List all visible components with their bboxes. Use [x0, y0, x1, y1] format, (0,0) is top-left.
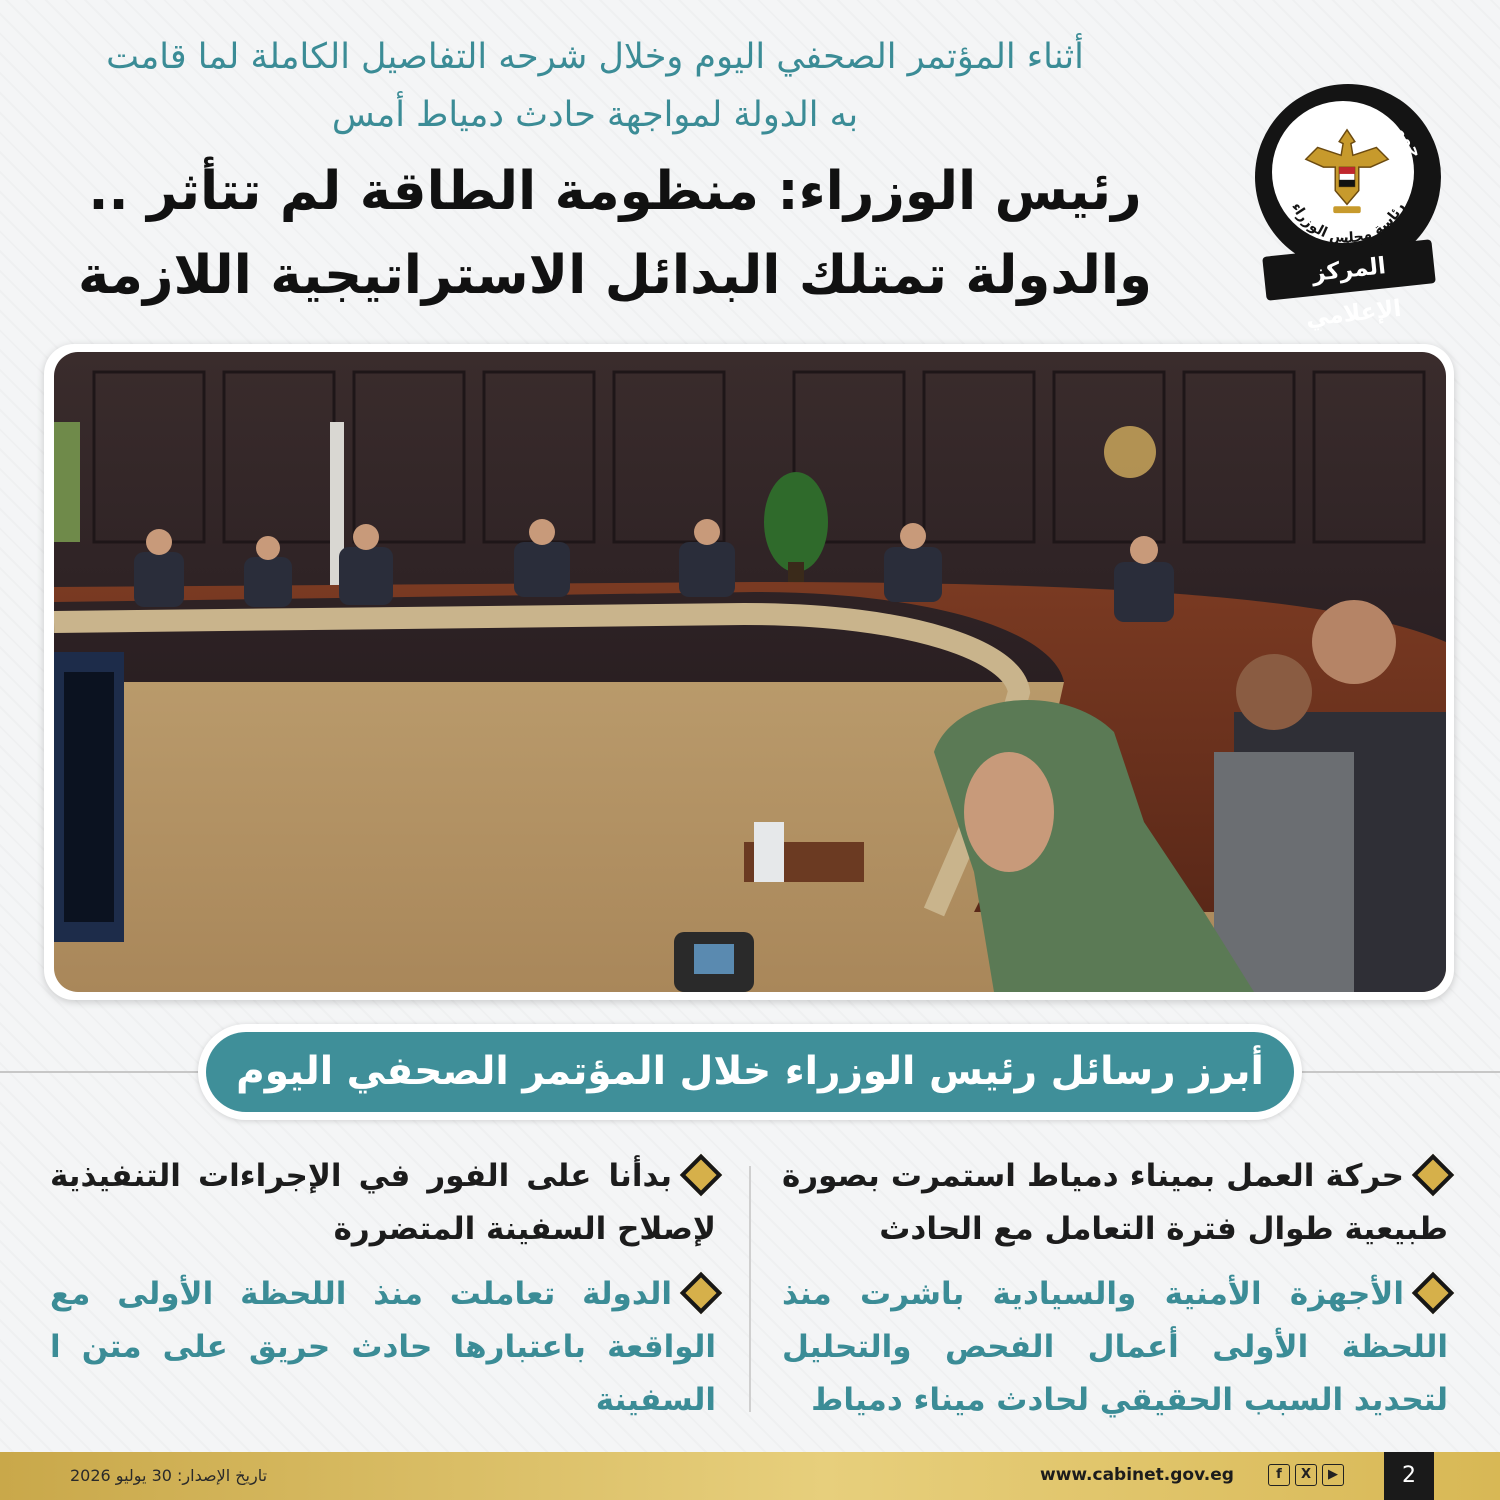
bullet-text: الأجهزة الأمنية والسيادية باشرت منذ اللحظة الأولى أعمال الفحص والتحليل لتحديد السبب الحقيقي لحادث ميناء دمياط — [782, 1276, 1448, 1418]
logo-ribbon: المركز الإعلامي — [1262, 239, 1436, 301]
bullet-text: بدأنا على الفور في الإجراءات التنفيذية لإصلاح السفينة المتضررة — [50, 1158, 716, 1247]
media-center-logo — [1250, 84, 1450, 332]
header-subtitle: أثناء المؤتمر الصحفي اليوم وخلال شرحه التفاصيل الكاملة لما قامت به الدولة لمواجهة حادث دمياط أمس — [106, 37, 1084, 135]
facebook-icon[interactable]: f — [1268, 1464, 1290, 1486]
headline-line-2: والدولة تمتلك البدائل الاستراتيجية اللازمة — [78, 245, 1152, 306]
meeting-room-illustration — [54, 352, 1446, 992]
bullet-text: الدولة تعاملت منذ اللحظة الأولى مع الواقعة باعتبارها حادث حريق على متن ا السفينة — [50, 1276, 716, 1418]
column-divider — [749, 1166, 751, 1412]
section-banner: أبرز رسائل رئيس الوزراء خلال المؤتمر الصحفي اليوم — [206, 1032, 1294, 1112]
headline-line-1: رئيس الوزراء: منظومة الطاقة لم تتأثر .. — [88, 161, 1142, 222]
bullet-item — [782, 1268, 1448, 1427]
svg-text:جمهورية مصر العربية: جمهورية مصر العربية — [1269, 98, 1427, 161]
meeting-photo — [54, 352, 1446, 992]
page-headline — [55, 150, 1175, 318]
youtube-icon[interactable]: ▶ — [1322, 1464, 1344, 1486]
svg-text:رئاسة مجلس الوزراء: رئاسة مجلس الوزراء — [1287, 200, 1409, 247]
eagle-emblem-icon — [1298, 122, 1396, 220]
bullet-item — [50, 1150, 716, 1256]
website-link[interactable]: www.cabinet.gov.eg — [1040, 1465, 1234, 1485]
page-number: 2 — [1384, 1452, 1434, 1500]
bullet-item — [782, 1150, 1448, 1256]
release-date: تاريخ الإصدار: 30 يوليو 2026 — [70, 1466, 268, 1485]
diamond-bullet-icon — [1412, 1271, 1454, 1313]
bullet-item — [50, 1268, 716, 1427]
diamond-bullet-icon — [1412, 1153, 1454, 1195]
bullet-text: حركة العمل بميناء دمياط استمرت بصورة طبيعية طوال فترة التعامل مع الحادث — [782, 1158, 1448, 1247]
x-icon[interactable]: X — [1295, 1464, 1317, 1486]
diamond-bullet-icon — [680, 1153, 722, 1195]
diamond-bullet-icon — [680, 1271, 722, 1313]
